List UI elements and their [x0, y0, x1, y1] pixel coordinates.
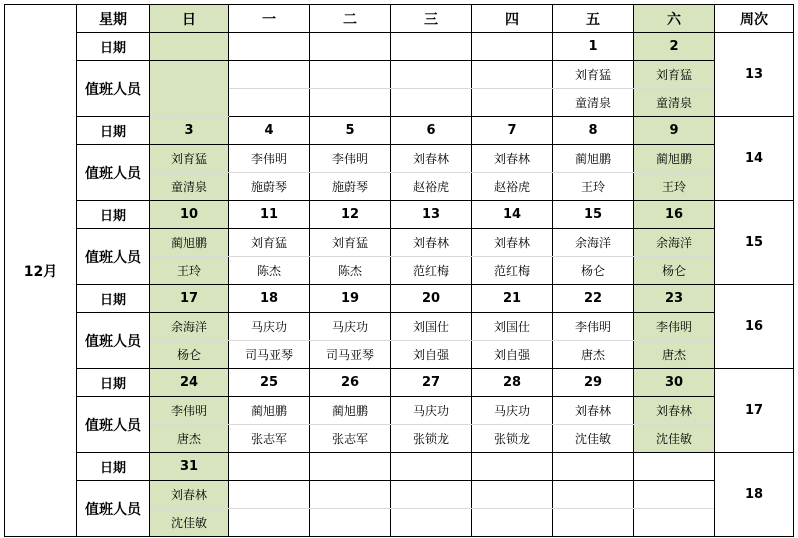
duty-person-primary — [391, 481, 472, 509]
duty-person-primary: 李伟明 — [229, 145, 310, 173]
day-header-fri: 五 — [553, 5, 634, 33]
duty-row-label: 值班人员 — [77, 61, 150, 117]
date-row-label: 日期 — [77, 201, 150, 229]
date-cell: 29 — [553, 369, 634, 397]
day-header-thu: 四 — [472, 5, 553, 33]
duty-person-secondary: 张锁龙 — [391, 425, 472, 453]
date-cell: 12 — [310, 201, 391, 229]
duty-row-first — [5, 61, 794, 89]
date-cell: 31 — [150, 453, 229, 481]
date-cell: 6 — [391, 117, 472, 145]
date-cell: 5 — [310, 117, 391, 145]
duty-person-primary: 余海洋 — [553, 229, 634, 257]
duty-person-secondary — [472, 89, 553, 117]
duty-person-secondary: 王玲 — [553, 173, 634, 201]
date-cell — [553, 453, 634, 481]
duty-row-first — [5, 481, 794, 509]
duty-person-primary: 蔺旭鹏 — [310, 397, 391, 425]
date-cell — [229, 33, 310, 61]
duty-row-first — [5, 313, 794, 341]
date-cell: 24 — [150, 369, 229, 397]
duty-person-primary — [310, 481, 391, 509]
duty-schedule-table — [4, 4, 794, 537]
header-row — [5, 5, 794, 33]
date-cell: 19 — [310, 285, 391, 313]
week-number-cell: 13 — [715, 33, 794, 117]
date-cell: 1 — [553, 33, 634, 61]
duty-person-secondary: 张志军 — [310, 425, 391, 453]
date-cell: 10 — [150, 201, 229, 229]
week-number-cell: 18 — [715, 453, 794, 537]
duty-person-secondary: 施蔚琴 — [310, 173, 391, 201]
duty-row-first — [5, 145, 794, 173]
duty-person-primary: 李伟明 — [310, 145, 391, 173]
date-cell — [634, 453, 715, 481]
day-header-tue: 二 — [310, 5, 391, 33]
date-cell — [391, 453, 472, 481]
date-cell: 16 — [634, 201, 715, 229]
duty-person-primary: 马庆功 — [472, 397, 553, 425]
duty-person-primary: 刘春林 — [391, 229, 472, 257]
duty-person-secondary: 童清泉 — [634, 89, 715, 117]
duty-person-secondary — [310, 89, 391, 117]
duty-person-secondary: 童清泉 — [553, 89, 634, 117]
duty-person-secondary: 司马亚琴 — [229, 341, 310, 369]
duty-person-primary — [553, 481, 634, 509]
duty-person-secondary: 唐杰 — [150, 425, 229, 453]
date-row-label: 日期 — [77, 453, 150, 481]
duty-person-primary: 马庆功 — [229, 313, 310, 341]
duty-person-primary: 余海洋 — [150, 313, 229, 341]
duty-person-primary — [310, 61, 391, 89]
duty-person-primary — [391, 61, 472, 89]
week-number-cell: 14 — [715, 117, 794, 201]
date-cell: 9 — [634, 117, 715, 145]
date-cell: 15 — [553, 201, 634, 229]
duty-person-secondary: 司马亚琴 — [310, 341, 391, 369]
date-row-label: 日期 — [77, 285, 150, 313]
date-row — [5, 201, 794, 229]
duty-person-secondary — [553, 509, 634, 537]
date-cell: 2 — [634, 33, 715, 61]
date-cell: 7 — [472, 117, 553, 145]
date-cell: 4 — [229, 117, 310, 145]
duty-person-secondary: 范红梅 — [472, 257, 553, 285]
duty-person-primary: 蔺旭鹏 — [229, 397, 310, 425]
date-cell: 27 — [391, 369, 472, 397]
duty-person-secondary: 刘自强 — [472, 341, 553, 369]
week-no-label: 周次 — [715, 5, 794, 33]
duty-row-label: 值班人员 — [77, 481, 150, 537]
day-header-sat: 六 — [634, 5, 715, 33]
duty-person-secondary: 陈杰 — [229, 257, 310, 285]
date-cell: 11 — [229, 201, 310, 229]
duty-person-secondary: 赵裕虎 — [391, 173, 472, 201]
duty-person-secondary — [229, 89, 310, 117]
week-number-cell: 15 — [715, 201, 794, 285]
duty-person-primary: 刘育猛 — [310, 229, 391, 257]
date-row — [5, 33, 794, 61]
date-cell: 21 — [472, 285, 553, 313]
duty-person-primary: 马庆功 — [310, 313, 391, 341]
date-cell: 25 — [229, 369, 310, 397]
duty-person-primary: 李伟明 — [634, 313, 715, 341]
date-cell — [472, 33, 553, 61]
duty-person-secondary: 王玲 — [634, 173, 715, 201]
duty-person-primary — [229, 61, 310, 89]
date-cell: 14 — [472, 201, 553, 229]
date-cell: 28 — [472, 369, 553, 397]
duty-person-primary: 余海洋 — [634, 229, 715, 257]
date-cell — [229, 453, 310, 481]
duty-person-secondary — [229, 509, 310, 537]
duty-person-primary: 刘春林 — [472, 145, 553, 173]
week-number-cell: 16 — [715, 285, 794, 369]
duty-person-secondary: 杨仑 — [150, 341, 229, 369]
duty-row-first — [5, 229, 794, 257]
week-number-cell: 17 — [715, 369, 794, 453]
date-cell: 20 — [391, 285, 472, 313]
duty-person-primary: 刘春林 — [634, 397, 715, 425]
duty-person-secondary: 杨仑 — [553, 257, 634, 285]
duty-person-primary: 刘育猛 — [229, 229, 310, 257]
date-row — [5, 285, 794, 313]
month-cell: 12月 — [5, 5, 77, 537]
duty-row-label: 值班人员 — [77, 397, 150, 453]
date-cell: 30 — [634, 369, 715, 397]
duty-person-secondary — [391, 89, 472, 117]
date-cell — [472, 453, 553, 481]
duty-person-primary: 刘春林 — [150, 481, 229, 509]
duty-person-secondary: 陈杰 — [310, 257, 391, 285]
duty-person-secondary — [310, 509, 391, 537]
date-cell: 23 — [634, 285, 715, 313]
date-cell: 18 — [229, 285, 310, 313]
duty-person-secondary — [634, 509, 715, 537]
duty-person-primary — [229, 481, 310, 509]
duty-person-primary: 李伟明 — [150, 397, 229, 425]
duty-person-primary: 刘国仕 — [472, 313, 553, 341]
duty-person-secondary — [472, 509, 553, 537]
date-cell — [391, 33, 472, 61]
date-cell: 26 — [310, 369, 391, 397]
duty-person-primary: 刘育猛 — [553, 61, 634, 89]
date-cell: 22 — [553, 285, 634, 313]
day-header-wed: 三 — [391, 5, 472, 33]
date-row-label: 日期 — [77, 33, 150, 61]
date-cell: 8 — [553, 117, 634, 145]
duty-row-label: 值班人员 — [77, 145, 150, 201]
duty-person-secondary — [391, 509, 472, 537]
duty-person-secondary: 范红梅 — [391, 257, 472, 285]
duty-person-primary — [634, 481, 715, 509]
duty-person-primary: 刘春林 — [391, 145, 472, 173]
duty-person-secondary: 童清泉 — [150, 173, 229, 201]
date-cell — [310, 33, 391, 61]
duty-person-primary: 刘国仕 — [391, 313, 472, 341]
date-row-label: 日期 — [77, 369, 150, 397]
duty-row-first — [5, 397, 794, 425]
duty-row-label: 值班人员 — [77, 313, 150, 369]
duty-person-primary: 刘春林 — [472, 229, 553, 257]
date-cell — [150, 33, 229, 61]
date-row — [5, 117, 794, 145]
duty-person-secondary: 刘自强 — [391, 341, 472, 369]
duty-person-primary: 李伟明 — [553, 313, 634, 341]
weekday-label: 星期 — [77, 5, 150, 33]
duty-person-primary: 蔺旭鹏 — [634, 145, 715, 173]
duty-person-primary: 刘育猛 — [634, 61, 715, 89]
duty-person-secondary: 唐杰 — [553, 341, 634, 369]
day-header-sun: 日 — [150, 5, 229, 33]
date-row — [5, 453, 794, 481]
duty-person-secondary: 张志军 — [229, 425, 310, 453]
date-cell: 3 — [150, 117, 229, 145]
date-cell: 17 — [150, 285, 229, 313]
duty-person-secondary: 施蔚琴 — [229, 173, 310, 201]
duty-person-secondary: 王玲 — [150, 257, 229, 285]
duty-person-secondary: 沈佳敏 — [634, 425, 715, 453]
date-row-label: 日期 — [77, 117, 150, 145]
duty-person-secondary: 杨仑 — [634, 257, 715, 285]
duty-person-secondary: 赵裕虎 — [472, 173, 553, 201]
duty-person-primary — [472, 481, 553, 509]
duty-person-primary: 刘育猛 — [150, 145, 229, 173]
date-cell — [310, 453, 391, 481]
duty-person-primary — [472, 61, 553, 89]
duty-person-secondary: 唐杰 — [634, 341, 715, 369]
duty-person-primary: 刘春林 — [553, 397, 634, 425]
duty-person-primary: 蔺旭鹏 — [553, 145, 634, 173]
date-row — [5, 369, 794, 397]
duty-person-secondary: 沈佳敏 — [150, 509, 229, 537]
duty-person-secondary: 张锁龙 — [472, 425, 553, 453]
duty-person-primary: 马庆功 — [391, 397, 472, 425]
date-cell: 13 — [391, 201, 472, 229]
duty-person-secondary: 沈佳敏 — [553, 425, 634, 453]
duty-empty-cell — [150, 61, 229, 117]
duty-person-primary: 蔺旭鹏 — [150, 229, 229, 257]
day-header-mon: 一 — [229, 5, 310, 33]
duty-row-label: 值班人员 — [77, 229, 150, 285]
